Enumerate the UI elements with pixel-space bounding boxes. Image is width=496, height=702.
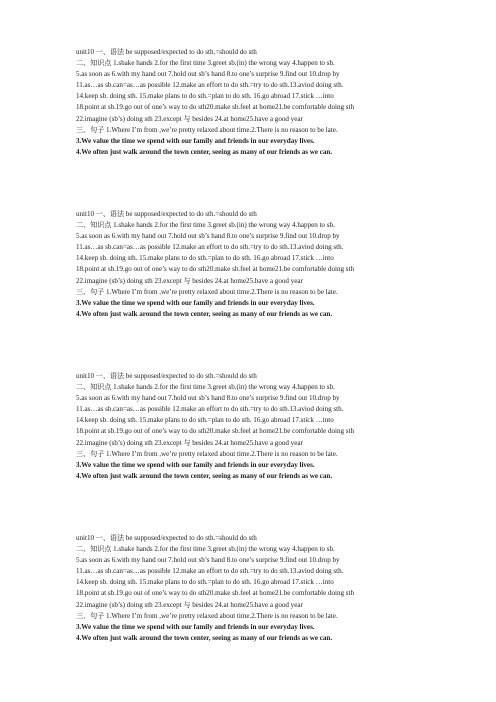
unit-grammar-line: unit10 一、语法 be supposed/expected to do sth.=should do sth <box>76 210 257 218</box>
knowledge-points-line: 5.as soon as 6.with my hand out 7.hold out sb’s hand 8.to one’s surprise 9.find out 10.drop by <box>76 232 340 241</box>
knowledge-points-line: 22.imagine (sb’s) doing sth 23.except 与 besides 24.at home25.have a good year <box>76 600 303 609</box>
knowledge-points-line: 二、知识点 1.shake hands 2.for the first time 3.greet sb.(in) the wrong way 4.happen to sb. <box>76 221 335 230</box>
knowledge-points-line: 14.keep sb. doing sth. 15.make plans to do sth.=plan to do sth. 16.go abroad 17.stick …into <box>76 578 334 587</box>
knowledge-points-line: 11.as…as sb.can=as…as possible 12.make an effort to do sth.=try to do sth.13.aviod doing sth. <box>76 243 344 252</box>
sentences-line: 三、句子 1.Where I’m from ,we’re pretty relaxed about time.2.There is no reason to be late. <box>76 287 338 296</box>
sentences-line: 三、句子 1.Where I’m from ,we’re pretty relaxed about time.2.There is no reason to be late. <box>76 125 338 134</box>
notes-block-4 <box>76 533 476 644</box>
sentences-line: 三、句子 1.Where I’m from ,we’re pretty relaxed about time.2.There is no reason to be late. <box>76 611 338 620</box>
sentences-line: 3.We value the time we spend with our family and friends in our everyday lives. <box>76 460 315 469</box>
knowledge-points-line: 14.keep sb. doing sth. 15.make plans to do sth.=plan to do sth. 16.go abroad 17.stick …into <box>76 416 334 425</box>
knowledge-points-line: 18.point at sb.19.go out of one’s way to do sth20.make sb.feel at home21.be comfortable doing sth <box>76 589 355 598</box>
sentences-line: 3.We value the time we spend with our family and friends in our everyday lives. <box>76 136 315 145</box>
notes-block-3 <box>76 371 476 482</box>
sentences-line: 3.We value the time we spend with our family and friends in our everyday lives. <box>76 298 315 307</box>
knowledge-points-line: 14.keep sb. doing sth. 15.make plans to do sth.=plan to do sth. 16.go abroad 17.stick …into <box>76 254 334 263</box>
knowledge-points-line: 22.imagine (sb’s) doing sth 23.except 与 besides 24.at home25.have a good year <box>76 276 303 285</box>
sentences-line: 4.We often just walk around the town center, seeing as many of our friends as we can. <box>76 471 333 480</box>
sentences-line: 4.We often just walk around the town center, seeing as many of our friends as we can. <box>76 309 333 318</box>
knowledge-points-line: 5.as soon as 6.with my hand out 7.hold out sb’s hand 8.to one’s surprise 9.find out 10.drop by <box>76 70 340 79</box>
notes-block-2 <box>76 209 476 320</box>
knowledge-points-line: 22.imagine (sb’s) doing sth 23.except 与 besides 24.at home25.have a good year <box>76 438 303 447</box>
knowledge-points-line: 二、知识点 1.shake hands 2.for the first time 3.greet sb.(in) the wrong way 4.happen to sb. <box>76 59 335 68</box>
sentences-line: 4.We often just walk around the town center, seeing as many of our friends as we can. <box>76 147 333 156</box>
knowledge-points-line: 5.as soon as 6.with my hand out 7.hold out sb’s hand 8.to one’s surprise 9.find out 10.drop by <box>76 394 340 403</box>
knowledge-points-line: 18.point at sb.19.go out of one’s way to do sth20.make sb.feel at home21.be comfortable doing sth <box>76 103 355 112</box>
knowledge-points-line: 14.keep sb. doing sth. 15.make plans to do sth.=plan to do sth. 16.go abroad 17.stick …into <box>76 92 334 101</box>
knowledge-points-line: 二、知识点 1.shake hands 2.for the first time 3.greet sb.(in) the wrong way 4.happen to sb. <box>76 545 335 554</box>
unit-grammar-line: unit10 一、语法 be supposed/expected to do sth.=should do sth <box>76 372 257 380</box>
sentences-line: 4.We often just walk around the town center, seeing as many of our friends as we can. <box>76 633 333 642</box>
sentences-line: 3.We value the time we spend with our family and friends in our everyday lives. <box>76 622 315 631</box>
knowledge-points-line: 22.imagine (sb’s) doing sth 23.except 与 besides 24.at home25.have a good year <box>76 114 303 123</box>
knowledge-points-line: 18.point at sb.19.go out of one’s way to do sth20.make sb.feel at home21.be comfortable doing sth <box>76 265 355 274</box>
knowledge-points-line: 11.as…as sb.can=as…as possible 12.make an effort to do sth.=try to do sth.13.aviod doing sth. <box>76 81 344 90</box>
unit-grammar-line: unit10 一、语法 be supposed/expected to do sth.=should do sth <box>76 48 257 56</box>
knowledge-points-line: 11.as…as sb.can=as…as possible 12.make an effort to do sth.=try to do sth.13.aviod doing sth. <box>76 567 344 576</box>
knowledge-points-line: 二、知识点 1.shake hands 2.for the first time 3.greet sb.(in) the wrong way 4.happen to sb. <box>76 383 335 392</box>
unit-grammar-line: unit10 一、语法 be supposed/expected to do sth.=should do sth <box>76 534 257 542</box>
sentences-line: 三、句子 1.Where I’m from ,we’re pretty relaxed about time.2.There is no reason to be late. <box>76 449 338 458</box>
notes-block-1 <box>76 47 476 158</box>
knowledge-points-line: 11.as…as sb.can=as…as possible 12.make an effort to do sth.=try to do sth.13.aviod doing sth. <box>76 405 344 414</box>
knowledge-points-line: 18.point at sb.19.go out of one’s way to do sth20.make sb.feel at home21.be comfortable doing sth <box>76 427 355 436</box>
knowledge-points-line: 5.as soon as 6.with my hand out 7.hold out sb’s hand 8.to one’s surprise 9.find out 10.drop by <box>76 556 340 565</box>
